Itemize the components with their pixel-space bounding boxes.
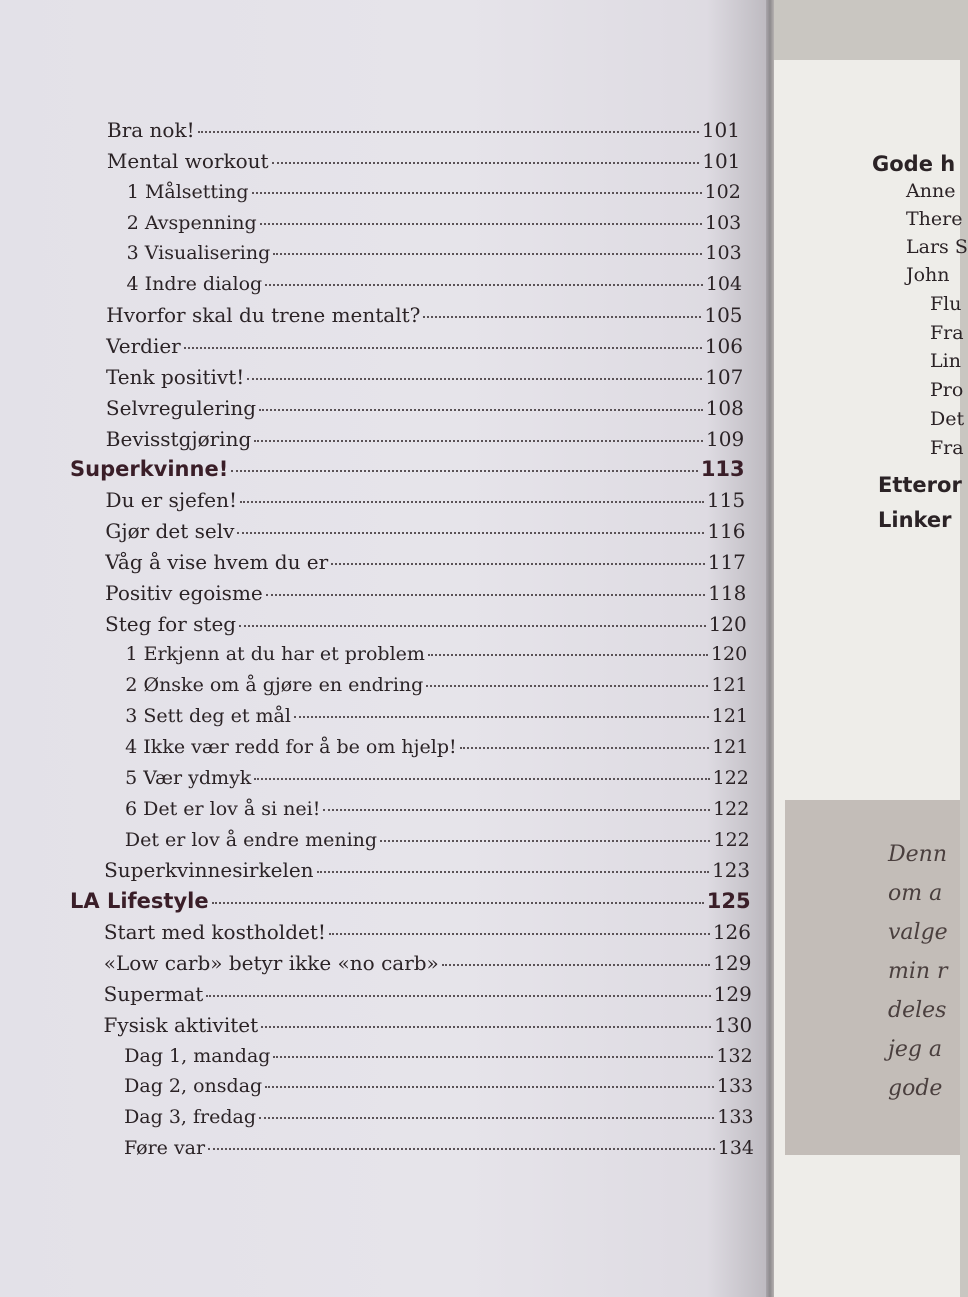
toc-page-number: 129 <box>713 950 752 975</box>
toc-chapter-entry <box>70 456 745 482</box>
right-page-band-text: jeg a <box>888 1037 943 1062</box>
right-page-item: Lin <box>930 350 961 372</box>
toc-entry <box>125 796 749 822</box>
toc-dot-leader <box>272 161 700 164</box>
toc-entry-title: 4 Indre dialog <box>126 273 263 296</box>
toc-dot-leader <box>231 469 698 472</box>
toc-entry-title: 1 Målsetting <box>126 180 249 203</box>
toc-entry <box>125 641 747 667</box>
toc-page-number: 132 <box>716 1044 753 1067</box>
toc-entry <box>104 857 750 883</box>
toc-entry <box>125 734 748 760</box>
toc-page-number: 122 <box>713 828 750 851</box>
toc-dot-leader <box>261 1025 711 1028</box>
right-page-band-text: om a <box>888 881 943 906</box>
toc-page-number: 106 <box>704 333 743 358</box>
toc-entry <box>105 549 746 575</box>
toc-dot-leader <box>428 653 708 656</box>
toc-dot-leader <box>247 377 702 380</box>
toc-entry <box>125 703 748 729</box>
toc-entry-title: Gjør det selv <box>105 519 235 544</box>
toc-entry-title: Positiv egoisme <box>105 580 263 605</box>
toc-page-number: 105 <box>704 303 743 328</box>
toc-page-number: 116 <box>707 519 746 544</box>
toc-entry <box>104 919 751 945</box>
toc-entry <box>127 179 741 205</box>
toc-page-number: 101 <box>702 148 741 173</box>
toc-entry-title: Dag 1, mandag <box>124 1044 271 1067</box>
toc-dot-leader <box>323 808 710 811</box>
toc-chapter-entry <box>70 888 751 914</box>
toc-dot-leader <box>273 252 702 255</box>
right-page-item: Pro <box>930 379 964 401</box>
toc-entry-title: Verdier <box>106 333 181 358</box>
right-page-item: Fra <box>930 322 964 344</box>
toc-page-number: 120 <box>708 611 747 636</box>
toc-entry-title: Bevisstgjøring <box>105 426 252 451</box>
toc-dot-leader <box>329 932 710 935</box>
toc-entry <box>127 240 742 266</box>
toc-page-number: 113 <box>700 457 745 482</box>
toc-entry-title: LA Lifestyle <box>70 889 209 914</box>
toc-page-number: 134 <box>717 1137 754 1160</box>
toc-dot-leader <box>240 500 704 503</box>
toc-dot-leader <box>265 1085 714 1088</box>
toc-page-number: 133 <box>716 1075 754 1098</box>
right-page-item: John <box>906 264 950 286</box>
toc-dot-leader <box>198 130 699 133</box>
toc-dot-leader <box>460 746 710 749</box>
right-page-item: Flu <box>930 293 962 315</box>
toc-entry <box>106 395 744 421</box>
toc-entry <box>124 1135 754 1161</box>
toc-entry <box>106 487 746 513</box>
right-page-heading: Gode h <box>872 152 956 176</box>
toc-page-number: 121 <box>711 674 748 697</box>
toc-dot-leader <box>380 839 710 842</box>
toc-entry <box>106 333 743 359</box>
toc-dot-leader <box>239 624 705 627</box>
toc-dot-leader <box>331 562 705 565</box>
toc-page-number: 129 <box>713 981 752 1006</box>
toc-entry-title: Steg for steg <box>105 611 237 636</box>
toc-entry <box>103 1012 752 1038</box>
toc-entry <box>106 302 742 328</box>
toc-entry-title: 2 Avspenning <box>126 211 257 234</box>
toc-entry-title: Dag 3, fredag <box>124 1106 257 1129</box>
toc-entry-title: 2 Ønske om å gjøre en endring <box>125 674 424 697</box>
toc-page-number: 115 <box>706 488 746 513</box>
toc-page-number: 122 <box>712 766 749 789</box>
toc-page-number: 120 <box>710 643 748 666</box>
toc-entry-title: 1 Erkjenn at du har et problem <box>125 643 425 666</box>
toc-page-number: 121 <box>711 705 749 728</box>
right-page-band-text: deles <box>888 998 947 1023</box>
toc-entry <box>105 518 745 544</box>
right-page-item: There <box>906 208 963 230</box>
toc-dot-leader <box>317 870 709 873</box>
toc-entry-title: Superkvinnesirkelen <box>104 858 314 883</box>
toc-page-number: 103 <box>704 211 742 234</box>
toc-entry <box>127 210 742 236</box>
right-page-item: Det <box>930 408 965 430</box>
toc-entry-title: Start med kostholdet! <box>103 920 326 945</box>
toc-entry <box>107 117 740 143</box>
toc-entry <box>125 827 750 853</box>
toc-dot-leader <box>254 777 709 780</box>
toc-dot-leader <box>266 593 705 596</box>
toc-dot-leader <box>265 283 703 286</box>
toc-entry <box>124 1104 753 1130</box>
toc-page-number: 130 <box>714 1012 753 1037</box>
right-page-item: Fra <box>930 437 964 459</box>
toc-entry-title: Det er lov å endre mening <box>124 828 378 851</box>
toc-entry <box>104 950 752 976</box>
toc-dot-leader <box>294 715 709 718</box>
toc-page-number: 107 <box>705 364 744 389</box>
toc-entry <box>106 364 743 390</box>
toc-entry-title: Våg å vise hvem du er <box>105 549 329 574</box>
toc-entry-title: «Low carb» betyr ikke «no carb» <box>103 950 439 975</box>
toc-entry <box>125 765 749 791</box>
toc-dot-leader <box>260 222 702 225</box>
toc-entry-title: 4 Ikke vær redd for å be om hjelp! <box>125 736 457 758</box>
toc-entry-title: Selvregulering <box>105 395 257 420</box>
toc-entry-title: 6 Det er lov å si nei! <box>125 797 321 820</box>
toc-page-number: 102 <box>704 180 741 203</box>
toc-dot-leader <box>208 1147 715 1150</box>
toc-entry <box>105 611 747 637</box>
toc-dot-leader <box>426 684 708 687</box>
toc-entry-title: Mental workout <box>106 148 269 173</box>
toc-page-number: 117 <box>707 549 746 574</box>
toc-entry <box>124 1043 752 1069</box>
toc-entry-title: Du er sjefen! <box>105 488 238 513</box>
toc-dot-leader <box>184 346 702 349</box>
toc-dot-leader <box>206 994 710 997</box>
toc-page-number: 123 <box>711 858 751 883</box>
right-page-band-text: Denn <box>888 842 947 867</box>
toc-entry-title: 5 Vær ydmyk <box>125 766 252 789</box>
toc-page-number: 108 <box>705 395 744 420</box>
toc-entry <box>127 271 743 297</box>
right-page-heading: Etteror <box>878 473 962 497</box>
toc-entry <box>125 672 747 698</box>
toc-dot-leader <box>254 439 703 442</box>
toc-entry-title: Supermat <box>103 981 204 1006</box>
toc-entry <box>124 1073 753 1099</box>
toc-dot-leader <box>273 1055 713 1058</box>
right-page-content <box>772 0 968 1297</box>
toc-page-number: 121 <box>712 736 749 758</box>
toc-page-number: 103 <box>705 242 742 265</box>
toc-dot-leader <box>252 191 702 194</box>
toc-entry-title: Superkvinne! <box>70 457 229 482</box>
toc-entry-title: Hvorfor skal du trene mentalt? <box>106 303 421 328</box>
toc-page-number: 118 <box>708 580 747 605</box>
toc-page-number: 101 <box>701 118 740 142</box>
toc-entry-title: Bra nok! <box>107 118 195 142</box>
right-page-band-text: min r <box>888 959 948 984</box>
toc-entry <box>106 426 744 452</box>
toc-page-number: 122 <box>713 797 750 820</box>
toc-dot-leader <box>442 963 710 966</box>
toc-page-number: 133 <box>717 1106 754 1129</box>
right-page-item: Lars S <box>906 236 968 258</box>
toc-entry-title: Dag 2, onsdag <box>124 1075 263 1098</box>
toc-entry <box>107 148 741 174</box>
toc-page-number: 125 <box>706 889 751 914</box>
toc-dot-leader <box>212 901 704 904</box>
toc-entry <box>104 981 752 1007</box>
toc-entry-title: Føre var <box>124 1137 206 1160</box>
toc-entry-title: Tenk positivt! <box>106 364 245 389</box>
toc-page-number: 104 <box>705 273 743 296</box>
toc-dot-leader <box>423 315 701 318</box>
toc-page-number: 126 <box>712 920 752 945</box>
toc-entry-title: 3 Visualisering <box>126 242 271 265</box>
toc-entry-title: 3 Sett deg et mål <box>125 705 291 728</box>
toc-entry-title: Fysisk aktivitet <box>103 1012 259 1037</box>
right-page-item: Anne <box>906 180 956 202</box>
toc-entry <box>105 580 746 606</box>
toc-dot-leader <box>259 1116 714 1119</box>
toc-dot-leader <box>259 408 703 411</box>
toc-page-number: 109 <box>706 426 745 451</box>
toc-dot-leader <box>237 531 704 534</box>
right-page-band-text: valge <box>888 920 948 945</box>
right-page-heading: Linker <box>878 508 952 532</box>
right-page-band-text: gode <box>888 1076 943 1101</box>
